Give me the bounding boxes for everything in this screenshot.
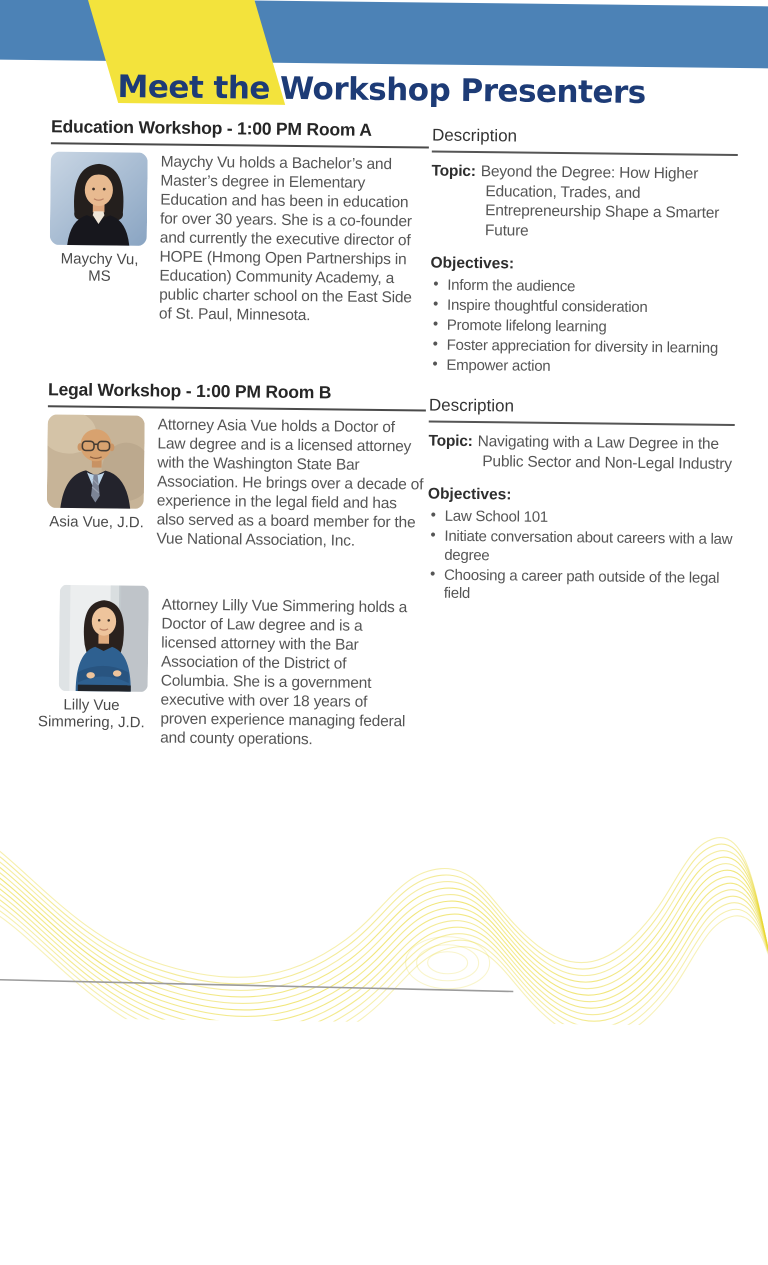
legal-workshop-heading: Legal Workshop - 1:00 PM Room B	[48, 379, 426, 411]
legal-objectives-list	[427, 508, 746, 607]
education-objectives-label: Objectives:	[430, 254, 515, 273]
objective-item: • Inspire thoughtful consideration	[430, 297, 748, 319]
page-title	[117, 69, 646, 111]
asia-vue-name: Asia Vue, J.D.	[49, 513, 144, 532]
lilly-presenter-row	[32, 584, 416, 750]
presenter-lilly-vue-simmering	[32, 584, 416, 750]
legal-workshop-section	[46, 379, 426, 551]
page-title-rest-part: Workshop Presenters	[279, 70, 646, 111]
objective-item: • Choosing a career path outside of the legal field	[427, 566, 745, 607]
maychy-vu-bio: Maychy Vu holds a Bachelor’s and Master’s degree in Elementary Education and has been in education for over 30 years. She is a co-founder and currently the executive director of HOPE (Hmong Open Partnerships in Education) Community Academy, a public charter school on the East Side of St. Paul, Minnesota.	[158, 153, 412, 325]
maychy-vu-photo	[50, 151, 148, 246]
yellow-wave-decoration	[0, 808, 768, 1027]
lilly-vue-simmering-bio: Attorney Lilly Vue Simmering holds a Doctor of Law degree and is a licensed attorney with the Bar Association of the District of Columbia. She is a government executive with over 18 years of proven experience managing federal and county operations.	[160, 596, 408, 749]
page-title-highlight-part: Meet the	[117, 68, 271, 107]
legal-description-section	[427, 396, 747, 609]
lilly-vue-simmering-photo	[59, 584, 149, 692]
education-description-section	[429, 126, 750, 381]
lilly-photo-column	[32, 584, 152, 731]
education-workshop-heading: Education Workshop - 1:00 PM Room A	[51, 116, 429, 148]
legal-topic-label: Topic:	[428, 432, 473, 451]
objective-item: • Empower action	[429, 357, 747, 379]
education-description-heading: Description	[432, 126, 738, 156]
legal-objectives-label: Objectives:	[427, 485, 512, 504]
legal-topic	[428, 432, 746, 475]
education-workshop-section	[49, 116, 429, 326]
presenter-maychy-vu	[49, 151, 429, 326]
objective-item: • Law School 101	[428, 508, 746, 530]
legal-topic-text: Navigating with a Law Degree in the Public Sector and Non-Legal Industry	[477, 433, 732, 473]
legal-description-heading: Description	[429, 396, 735, 426]
education-topic-label: Topic:	[431, 162, 476, 181]
objective-item: • Initiate conversation about careers with a law degree	[427, 528, 745, 569]
education-topic	[431, 162, 750, 244]
presenter-asia-vue	[46, 414, 425, 551]
objective-item: • Foster appreciation for diversity in learning	[430, 337, 748, 359]
asia-vue-bio: Attorney Asia Vue holds a Doctor of Law degree and is a licensed attorney with the Washington State Bar Association. He brings over a decade of experience in the legal field and has also served as a board member for the Vue National Association, Inc.	[156, 416, 424, 550]
asia-vue-photo	[47, 414, 145, 509]
education-topic-text: Beyond the Degree: How Higher Education, Trades, and Entrepreneurship Shape a Smarter Future	[480, 163, 720, 240]
lilly-vue-simmering-name: Lilly Vue Simmering, J.D.	[37, 696, 145, 732]
maychy-vu-photo-column	[49, 151, 151, 285]
maychy-vu-name: Maychy Vu, MS	[60, 250, 139, 285]
education-objectives-list	[429, 277, 748, 379]
objective-item: • Promote lifelong learning	[430, 317, 748, 339]
asia-vue-photo-column	[47, 414, 148, 531]
objective-item: • Inform the audience	[430, 277, 748, 299]
